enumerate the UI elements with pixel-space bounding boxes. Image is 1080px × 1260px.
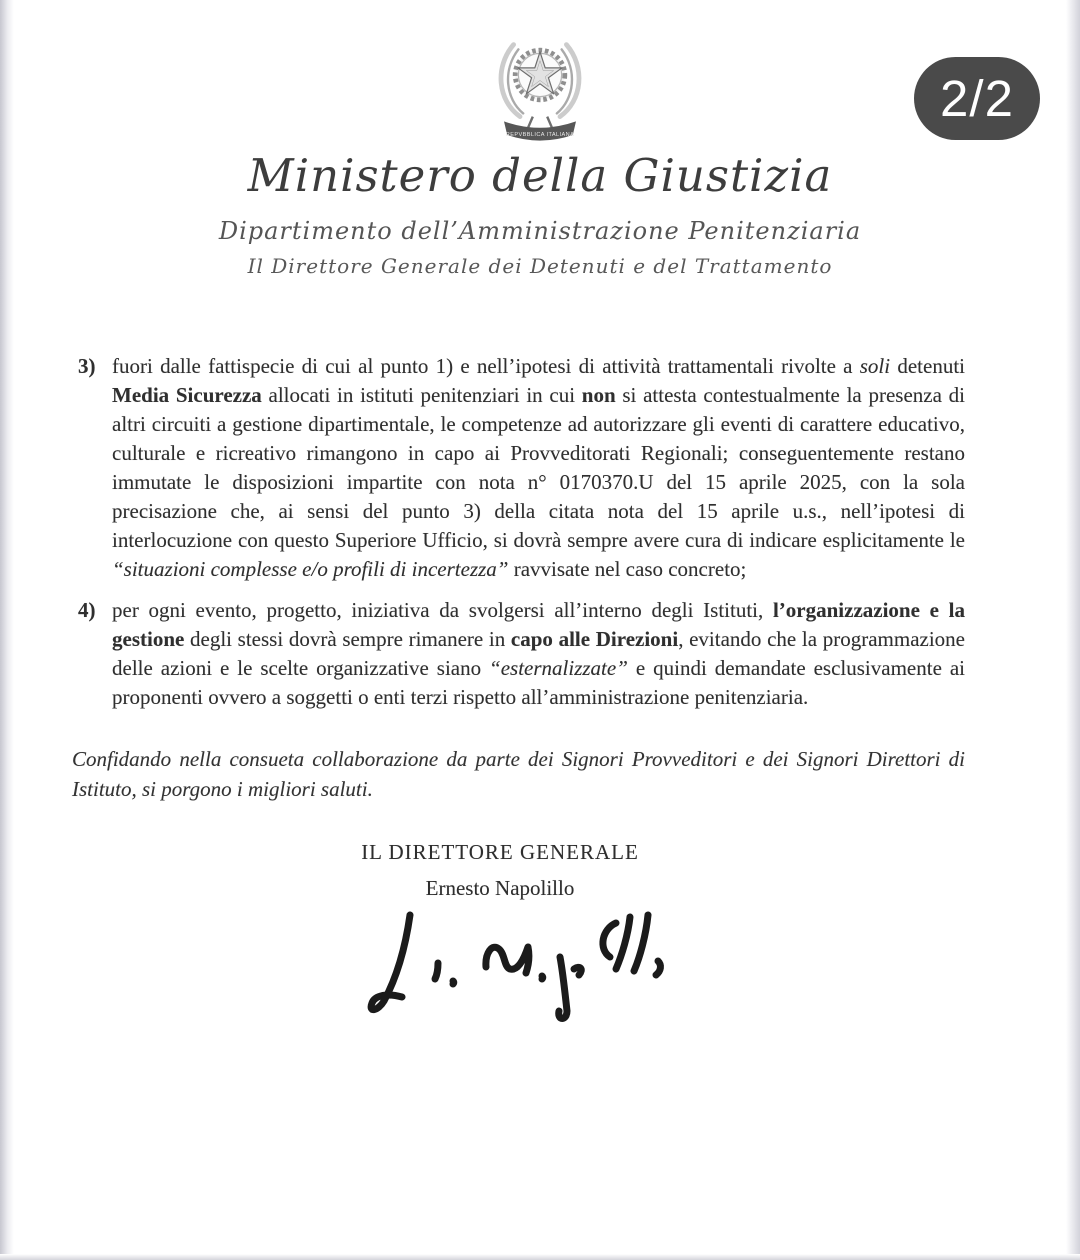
ministry-title: Ministero della Giustizia (247, 149, 833, 202)
paragraph-4-number: 4) (78, 598, 96, 622)
photo-edge-bottom (0, 1254, 1080, 1260)
office-subtitle: Il Direttore Generale dei Detenuti e del Trattamento (247, 254, 833, 278)
paragraph-3-number: 3) (78, 354, 96, 378)
signer-name: Ernesto Napolillo (425, 876, 575, 900)
department-subtitle: Dipartimento dell’Amministrazione Penitenziaria (218, 217, 862, 245)
signer-role: IL DIRETTORE GENERALE (361, 840, 639, 864)
letterhead (0, 0, 1080, 278)
paragraph-4-text: per ogni evento, progetto, iniziativa da svolgersi all’interno degli Istituti, l’organizzazione e la gestione degli stessi dovrà sempre rimanere in capo alle Direzioni, evitando che la programmazione delle azioni e le scelte organizzative siano “esternalizzate” e quindi demandate esclusivamente ai proponenti ovvero a soggetti o enti terzi rispetto all’amministrazione penitenziaria. (112, 598, 965, 709)
closing-paragraph: Confidando nella consueta collaborazione da parte dei Signori Provveditori e dei Signori Direttori di Istituto, si porgono i migliori saluti. (72, 747, 965, 801)
handwritten-signature-icon (358, 909, 698, 1029)
page-indicator-badge: 2/2 (914, 57, 1040, 140)
paragraph-3 (78, 352, 965, 584)
letter-body (72, 352, 965, 1029)
paragraph-4 (78, 596, 965, 712)
paragraph-3-text: fuori dalle fattispecie di cui al punto 1) e nell’ipotesi di attività trattamentali rivolte a soli detenuti Media Sicurezza allocati in istituti penitenziari in cui non si attesta contestualmente la presenza di altri circuiti a gestione dipartimentale, le competenze ad autorizzare gli eventi di carattere educativo, culturale e ricreativo rimangono in capo ai Provveditorati Regionali; conseguentemente restano immutate le disposizioni impartite con nota n° 0170370.U del 15 aprile 2025, con la sola precisazione che, ai sensi del punto 3) della citata nota del 15 aprile u.s., nell’ipotesi di interlocuzione con questo Superiore Ufficio, si dovrà sempre avere cura di indicare esplicitamente le “situazioni complesse e/o profili di incertezza” ravvisate nel caso concreto; (112, 354, 965, 581)
signature-block (240, 838, 760, 1029)
emblem-banner-text: REPVBBLICA ITALIANA (505, 131, 575, 138)
